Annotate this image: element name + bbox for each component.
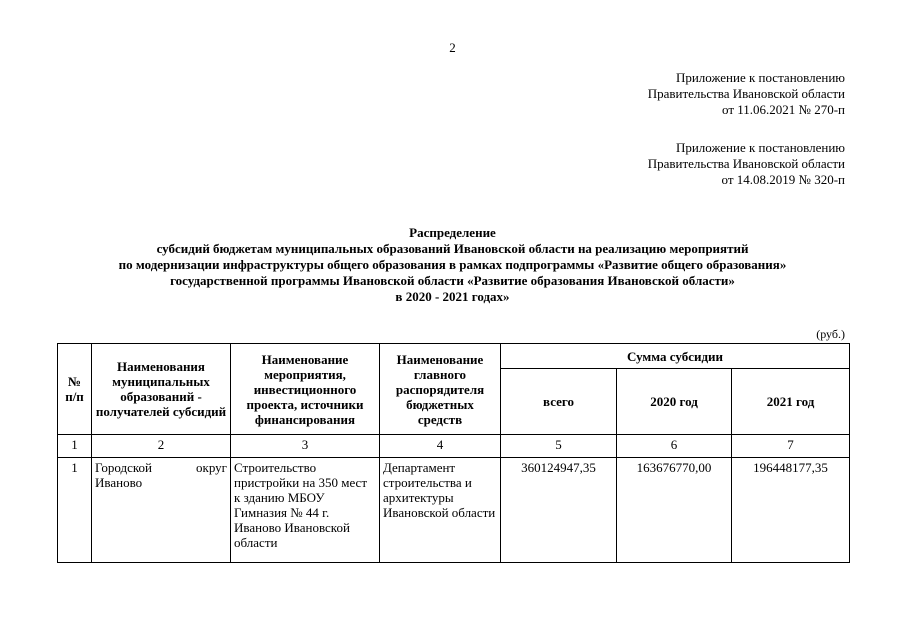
cell-municipality [92,458,231,563]
appendix-line: Правительства Ивановской области [647,86,845,101]
title-line: Распределение [409,225,496,240]
appendix-line: от 11.06.2021 № 270-п [722,102,845,117]
cell-num: 1 [58,458,92,563]
appendix-line: Приложение к постановлению [675,70,845,85]
header-total: всего [501,369,617,435]
header-2021: 2021 год [732,369,850,435]
table-header-row [58,344,850,369]
subsidy-table [57,343,850,563]
page-number: 2 [449,40,456,55]
appendix-note-current [648,70,845,118]
currency-unit: (руб.) [816,327,845,341]
column-number: 5 [501,435,617,458]
header-municipality: Наименования муниципальных образований - получателей субсидий [92,344,231,435]
cell-2021: 196448177,35 [732,458,850,563]
column-number: 4 [380,435,501,458]
appendix-note-original [648,140,845,188]
appendix-line: Правительства Ивановской области [647,156,845,171]
column-number: 1 [58,435,92,458]
header-2020: 2020 год [617,369,732,435]
cell-distributor: Департамент строительства и архитектуры Ивановской области [380,458,501,563]
municipality-word: Городской [95,460,152,475]
column-number: 6 [617,435,732,458]
document-title [20,225,885,305]
header-distributor: Наименование главного распорядителя бюджетных средств [380,344,501,435]
title-line: субсидий бюджетам муниципальных образований Ивановской области на реализацию мероприятий [156,241,749,256]
table-row [58,458,850,563]
title-line: в 2020 - 2021 годах» [395,289,510,304]
column-number: 2 [92,435,231,458]
header-num: № п/п [58,344,92,435]
appendix-line: от 14.08.2019 № 320-п [721,172,845,187]
cell-total: 360124947,35 [501,458,617,563]
column-number: 3 [231,435,380,458]
header-sum-group: Сумма субсидии [501,344,850,369]
municipality-word: округ [196,460,227,475]
municipality-word: Иваново [95,475,143,490]
title-line: государственной программы Ивановской области «Развитие образования Ивановской области» [170,273,735,288]
cell-2020: 163676770,00 [617,458,732,563]
header-project: Наименование мероприятия, инвестиционного проекта, источники финансирования [231,344,380,435]
title-line: по модернизации инфраструктуры общего образования в рамках подпрограммы «Развитие общего образования» [118,257,787,272]
appendix-line: Приложение к постановлению [675,140,845,155]
column-number: 7 [732,435,850,458]
cell-project: Строительство пристройки на 350 мест к зданию МБОУ Гимназия № 44 г. Иваново Ивановской области [231,458,380,563]
column-number-row [58,435,850,458]
